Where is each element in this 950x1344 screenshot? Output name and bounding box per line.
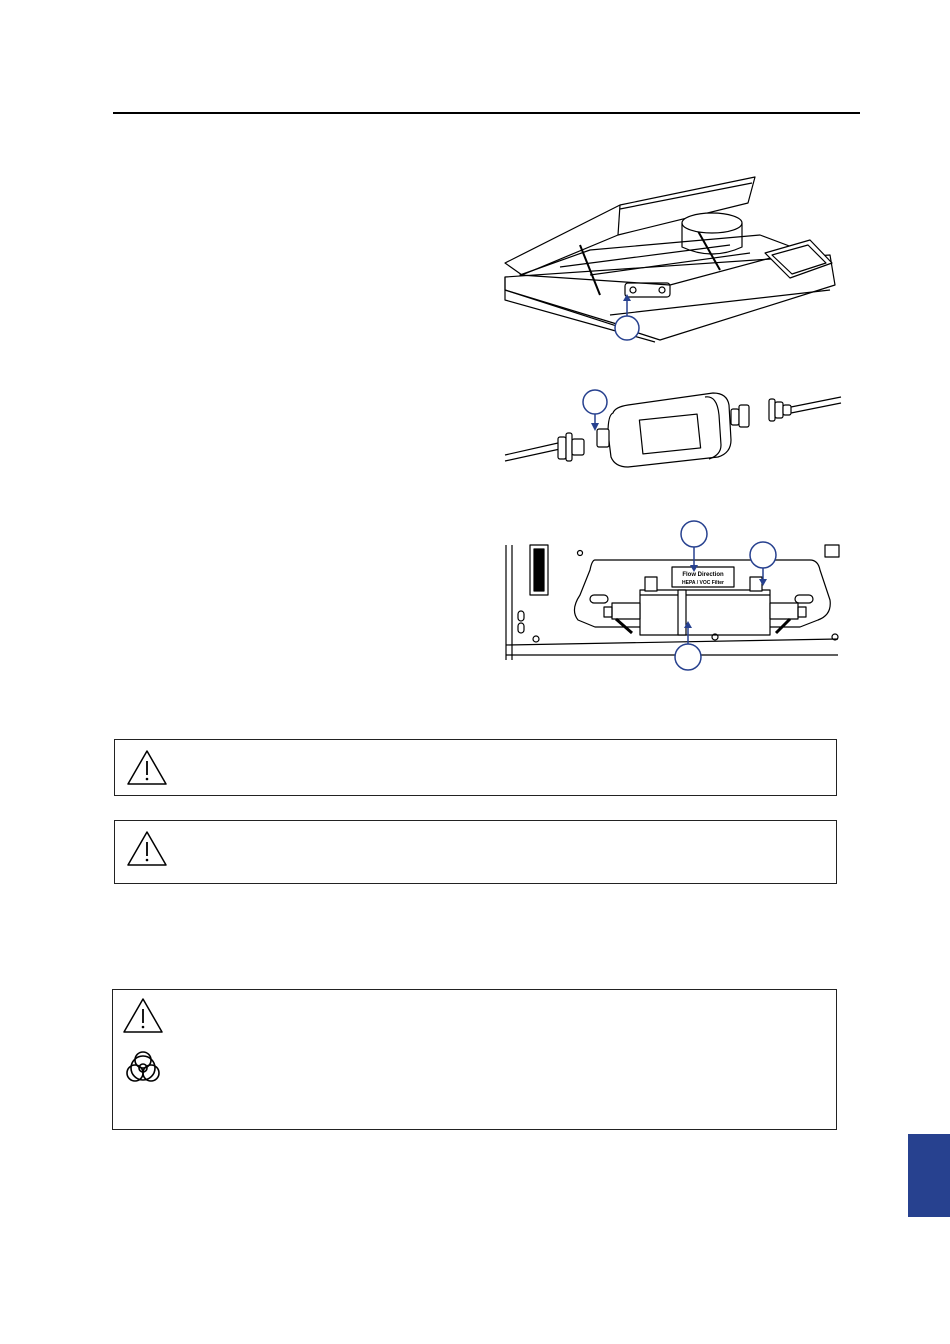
warning-callout-2: [114, 820, 837, 884]
biohazard-callout: [112, 989, 837, 1130]
biohazard-icon: [123, 1048, 163, 1088]
warning-triangle-icon: [125, 829, 169, 869]
hepa-voc-filter-label: HEPA / VOC Filter: [682, 580, 724, 586]
warning-triangle-icon: [121, 996, 165, 1036]
chapter-side-tab: [908, 1134, 950, 1217]
flow-direction-label: Flow Direction: [682, 572, 724, 578]
warning-triangle-icon: [125, 748, 169, 788]
header-rule: [113, 112, 860, 114]
filter-installed-figure: [500, 515, 845, 675]
instrument-open-lid-figure: [500, 175, 845, 345]
filter-cartridge-figure: [503, 385, 843, 480]
warning-callout-1: [114, 739, 837, 796]
